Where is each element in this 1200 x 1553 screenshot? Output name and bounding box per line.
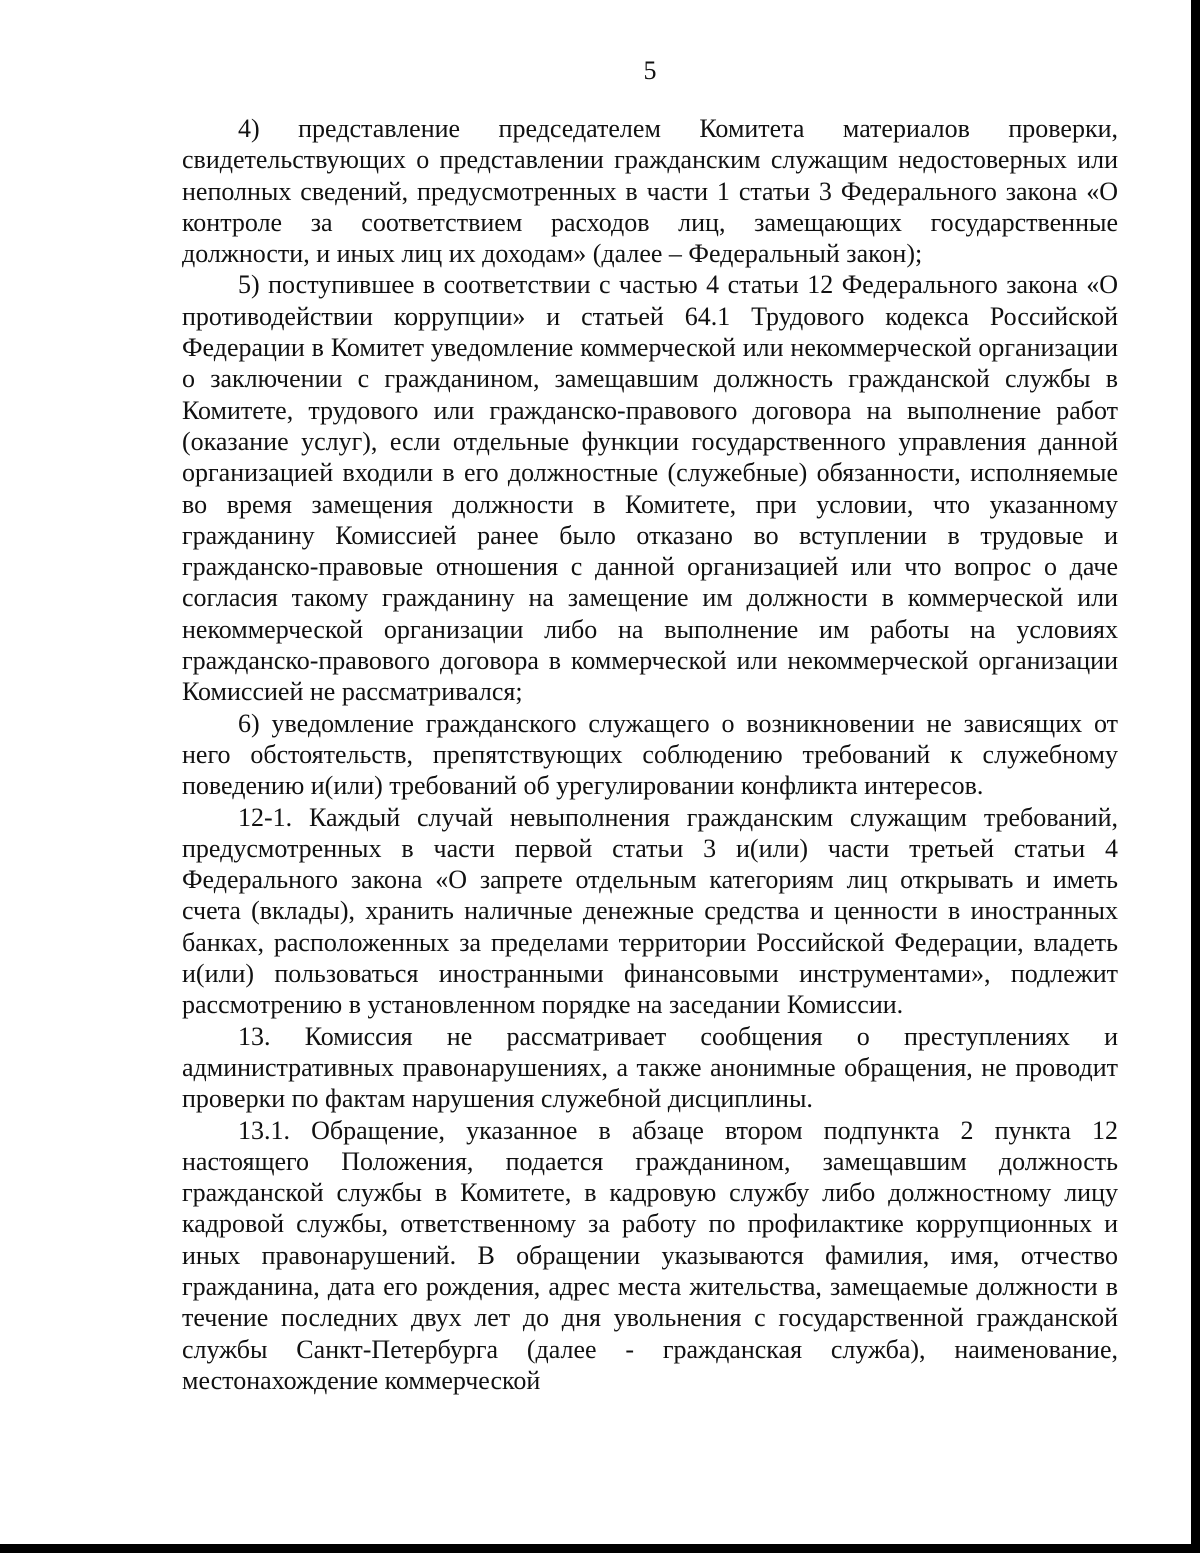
- scan-border-bottom: [0, 1544, 1200, 1553]
- paragraph-clause-13: 13. Комиссия не рассматривает сообщения о преступлениях и административных правонарушениях, а также анонимные обращения, не проводит проверки по фактам нарушения служебной дисциплины.: [182, 1021, 1118, 1114]
- scan-border-right: [1191, 0, 1200, 1553]
- page-number: 5: [643, 56, 657, 85]
- paragraph-item-6: 6) уведомление гражданского служащего о возникновении не зависящих от него обстоятельств, препятствующих соблюдению требований к служебному поведению и(или) требований об урегулировании конфликта интересов.: [182, 708, 1118, 801]
- document-body: [182, 113, 1118, 1396]
- paragraph-item-5: 5) поступившее в соответствии с частью 4 статьи 12 Федерального закона «О противодействии коррупции» и статьей 64.1 Трудового кодекса Российской Федерации в Комитет уведомление коммерческой или некоммерческой организации о заключении с гражданином, замещавшим должность гражданской службы в Комитете, трудового или гражданско-правового договора на выполнение работ (оказание услуг), если отдельные функции государственного управления данной организацией входили в его должностные (служебные) обязанности, исполняемые во время замещения должности в Комитете, при условии, что указанному гражданину Комиссией ранее было отказано во вступлении в трудовые и гражданско-правовые отношения с данной организацией или что вопрос о даче согласия такому гражданину на замещение им должности в коммерческой или некоммерческой организации либо на выполнение им работы на условиях гражданско-правового договора в коммерческой или некоммерческой организации Комиссией не рассматривался;: [182, 270, 1118, 707]
- paragraph-clause-13-1: 13.1. Обращение, указанное в абзаце втором подпункта 2 пункта 12 настоящего Положения, подается гражданином, замещавшим должность гражданской службы в Комитете, в кадровую службу либо должностному лицу кадровой службы, ответственному за работу по профилактике коррупционных и иных правонарушений. В обращении указываются фамилия, имя, отчество гражданина, дата его рождения, адрес места жительства, замещаемые должности в течение последних двух лет до дня увольнения с государственной гражданской службы Санкт-Петербурга (далее - гражданская служба), наименование, местонахождение коммерческой: [182, 1115, 1118, 1395]
- paragraph-clause-12-1: 12-1. Каждый случай невыполнения гражданским служащим требований, предусмотренных в части первой статьи 3 и(или) части третьей статьи 4 Федерального закона «О запрете отдельным категориям лиц открывать и иметь счета (вклады), хранить наличные денежные средства и ценности в иностранных банках, расположенных за пределами территории Российской Федерации, владеть и(или) пользоваться иностранными финансовыми инструментами», подлежит рассмотрению в установленном порядке на заседании Комиссии.: [182, 802, 1118, 1020]
- paragraph-item-4: 4) представление председателем Комитета материалов проверки, свидетельствующих о представлении гражданским служащим недостоверных или неполных сведений, предусмотренных в части 1 статьи 3 Федерального закона «О контроле за соответствием расходов лиц, замещающих государственные должности, и иных лиц их доходам» (далее – Федеральный закон);: [182, 114, 1118, 269]
